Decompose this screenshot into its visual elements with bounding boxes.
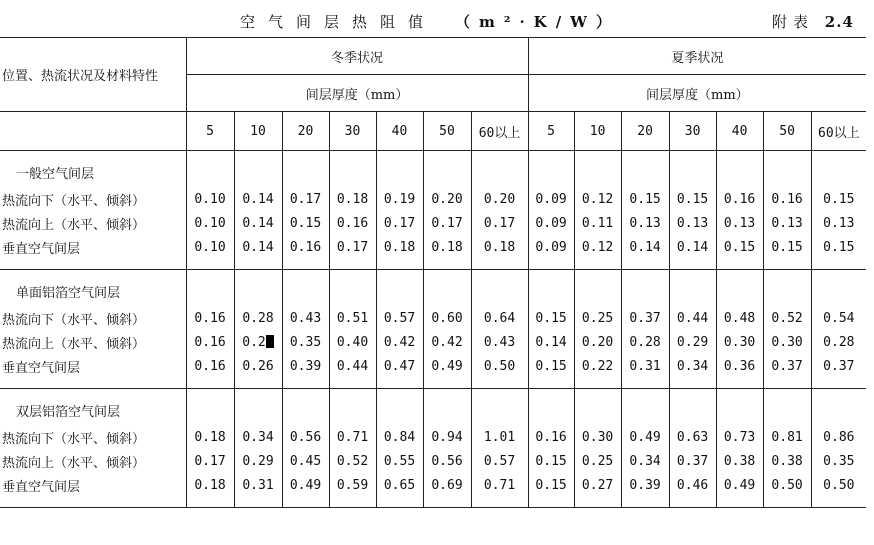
row-label: 热流向上（水平、倾斜） [2,336,146,352]
summer-value-cell: 0.20 [581,334,614,350]
winter-value-cell: 0.59 [336,477,369,493]
winter-value-cell: 0.20 [431,191,463,207]
summer-value-cell: 0.38 [723,453,756,469]
winter-value-cell: 1.01 [483,429,516,445]
winter-header: 冬季状况 [186,38,528,75]
col-header: 50 [763,112,811,151]
summer-value-cell: 0.16 [723,191,756,207]
summer-value-cell: 0.34 [629,453,661,469]
winter-value-cell: 0.71 [483,477,516,493]
summer-value-cell: 0.15 [629,191,661,207]
row-label: 热流向下（水平、倾斜） [2,431,146,447]
winter-value-cell: 0.10 [194,191,226,207]
summer-value-cell: 0.28 [823,334,855,350]
winter-value-cell: 0.35 [289,334,322,350]
winter-value-cell: 0.49 [431,358,463,374]
winter-value-cell: 0.60 [431,310,463,326]
winter-value-cell: 0.34 [242,429,274,445]
table-row [0,211,866,235]
summer-value-cell: 0.31 [629,358,661,374]
summer-value-cell: 0.38 [771,453,803,469]
row-label: 垂直空气间层 [0,473,186,508]
summer-value-cell: 0.09 [535,215,567,231]
summer-value-cell: 0.81 [771,429,803,445]
winter-value-cell: 0.18 [431,239,463,255]
summer-value-cell: 0.14 [629,239,661,255]
col-header: 10 [574,112,621,151]
winter-value-cell: 0.71 [336,429,369,445]
winter-value-cell: 0.50 [483,358,516,374]
row-label: 热流向上（水平、倾斜） [2,217,146,233]
winter-value-cell: 0.20 [483,191,516,207]
col-header: 30 [669,112,716,151]
col-header: 20 [282,112,329,151]
table-row [0,354,866,389]
table-title-bar [0,8,874,34]
winter-value-cell: 0.16 [336,215,369,231]
summer-value-cell: 0.46 [676,477,709,493]
summer-value-cell: 0.12 [581,239,614,255]
summer-value-cell: 0.44 [676,310,709,326]
winter-value-cell: 0.52 [336,453,369,469]
col-header: 50 [423,112,471,151]
winter-value-cell: 0.40 [336,334,369,350]
col-header: 30 [329,112,376,151]
summer-value-cell: 0.11 [581,215,614,231]
winter-value-cell: 0.18 [336,191,369,207]
winter-value-cell: 0.15 [289,215,322,231]
summer-value-cell: 0.37 [771,358,803,374]
summer-header: 夏季状况 [528,38,866,75]
summer-value-cell: 0.50 [771,477,803,493]
winter-value-cell: 0.42 [431,334,463,350]
winter-value-cell: 0.14 [242,191,274,207]
winter-value-cell: 0.10 [194,239,226,255]
summer-value-cell: 0.37 [823,358,855,374]
summer-value-cell: 0.13 [676,215,709,231]
winter-value-cell: 0.16 [289,239,322,255]
winter-value-cell: 0.17 [483,215,516,231]
winter-value-cell: 0.29 [242,453,274,469]
group-title-row [0,389,866,426]
winter-value-cell: 0.57 [383,310,416,326]
summer-value-cell: 0.15 [823,191,855,207]
winter-value-cell: 0.14 [242,239,274,255]
summer-value-cell: 0.30 [723,334,756,350]
summer-value-cell: 0.15 [535,358,567,374]
summer-value-cell: 0.25 [581,310,614,326]
summer-value-cell: 0.15 [535,310,567,326]
row-label: 热流向上（水平、倾斜） [2,455,146,471]
winter-value-cell: 0.49 [289,477,322,493]
winter-value-cell: 0.42 [383,334,416,350]
winter-value-cell: 0.17 [194,453,226,469]
col-header: 10 [234,112,282,151]
summer-value-cell: 0.15 [676,191,709,207]
summer-thickness-label: 间层厚度（mm） [528,75,866,112]
summer-value-cell: 0.28 [629,334,661,350]
group-name: 一般空气间层 [16,166,95,182]
winter-value-cell: 0.43 [483,334,516,350]
summer-value-cell: 0.54 [823,310,855,326]
winter-value-cell: 0.26 [242,358,274,374]
summer-value-cell: 0.14 [676,239,709,255]
summer-value-cell: 0.14 [535,334,567,350]
row-label: 垂直空气间层 [0,354,186,389]
blank-header-cell [0,112,186,151]
summer-value-cell: 0.86 [823,429,855,445]
winter-value-cell: 0.47 [383,358,416,374]
winter-value-cell: 0.43 [289,310,322,326]
summer-value-cell: 0.30 [581,429,614,445]
summer-value-cell: 0.37 [629,310,661,326]
summer-value-cell: 0.09 [535,239,567,255]
row-label-header: 位置、热流状况及材料特性 [0,38,186,112]
summer-value-cell: 0.50 [823,477,855,493]
winter-value-cell: 0.69 [431,477,463,493]
winter-value-cell: 0.39 [289,358,322,374]
winter-value-cell: 0.65 [383,477,416,493]
group-name: 双层铝箔空气间层 [16,404,121,420]
header-row-columns [0,112,866,151]
winter-value-cell: 0.17 [336,239,369,255]
col-header: 40 [716,112,763,151]
summer-value-cell: 0.73 [723,429,756,445]
summer-value-cell: 0.09 [535,191,567,207]
summer-value-cell: 0.15 [823,239,855,255]
winter-value-cell: 0.45 [289,453,322,469]
row-label: 热流向下（水平、倾斜） [2,193,146,209]
winter-value-cell: 0.14 [242,215,274,231]
winter-value-cell: 0.94 [431,429,463,445]
winter-value-cell: 0.56 [431,453,463,469]
winter-thickness-label: 间层厚度（mm） [186,75,528,112]
group-name: 单面铝箔空气间层 [16,285,121,301]
table-row [0,235,866,270]
winter-value-cell: 0.57 [483,453,516,469]
winter-value-cell: 0.55 [383,453,416,469]
summer-value-cell: 0.25 [581,453,614,469]
winter-value-cell: 0.51 [336,310,369,326]
summer-value-cell: 0.27 [581,477,614,493]
summer-value-cell: 0.48 [723,310,756,326]
table-row [0,330,866,354]
summer-value-cell: 0.13 [771,215,803,231]
winter-value-cell: 0.16 [194,334,226,350]
col-header: 60以上 [811,112,866,151]
redaction-mark [266,335,274,348]
col-header: 5 [528,112,574,151]
winter-value-cell: 0.64 [483,310,516,326]
summer-value-cell: 0.15 [535,477,567,493]
summer-value-cell: 0.30 [771,334,803,350]
winter-value-cell: 0.16 [194,358,226,374]
winter-value-cell: 0.28 [242,310,274,326]
winter-value-cell: 0.84 [383,429,416,445]
table-title: 空气间层热阻值 [240,13,437,31]
winter-value-cell: 0.44 [336,358,369,374]
summer-value-cell: 0.16 [771,191,803,207]
winter-value-cell: 0.17 [289,191,322,207]
summer-value-cell: 0.63 [676,429,709,445]
winter-value-cell: 0.16 [194,310,226,326]
summer-value-cell: 0.29 [676,334,709,350]
group-title-row [0,270,866,307]
summer-value-cell: 0.34 [676,358,709,374]
winter-value-cell: 0.31 [242,477,274,493]
ref-label: 附表 [772,13,815,31]
col-header: 40 [376,112,423,151]
summer-value-cell: 0.13 [823,215,855,231]
header-row-season [0,38,866,75]
summer-value-cell: 0.15 [723,239,756,255]
table-row [0,306,866,330]
row-label: 垂直空气间层 [0,235,186,270]
summer-value-cell: 0.22 [581,358,614,374]
summer-value-cell: 0.39 [629,477,661,493]
summer-value-cell: 0.15 [771,239,803,255]
table-row [0,473,866,508]
table-row [0,425,866,449]
summer-value-cell: 0.13 [723,215,756,231]
col-header: 60以上 [471,112,528,151]
summer-value-cell: 0.13 [629,215,661,231]
winter-value-cell: 0.2 [242,334,266,350]
winter-value-cell: 0.18 [383,239,416,255]
summer-value-cell: 0.37 [676,453,709,469]
table-row [0,449,866,473]
summer-value-cell: 0.52 [771,310,803,326]
col-header: 5 [186,112,234,151]
winter-value-cell: 0.10 [194,215,226,231]
summer-value-cell: 0.16 [535,429,567,445]
summer-value-cell: 0.15 [535,453,567,469]
winter-value-cell: 0.18 [194,477,226,493]
row-label: 热流向下（水平、倾斜） [2,312,146,328]
group-title-row [0,151,866,188]
summer-value-cell: 0.49 [629,429,661,445]
winter-value-cell: 0.19 [383,191,416,207]
summer-value-cell: 0.49 [723,477,756,493]
winter-value-cell: 0.17 [383,215,416,231]
ref-number: 2.4 [824,13,854,31]
table-unit: （m²·K/W） [455,13,621,31]
winter-value-cell: 0.17 [431,215,463,231]
summer-value-cell: 0.36 [723,358,756,374]
winter-value-cell: 0.18 [483,239,516,255]
winter-value-cell: 0.56 [289,429,322,445]
table-row [0,187,866,211]
summer-value-cell: 0.35 [823,453,855,469]
summer-value-cell: 0.12 [581,191,614,207]
table-reference [772,11,854,32]
col-header: 20 [621,112,669,151]
thermal-resistance-table [0,37,866,508]
winter-value-cell: 0.18 [194,429,226,445]
